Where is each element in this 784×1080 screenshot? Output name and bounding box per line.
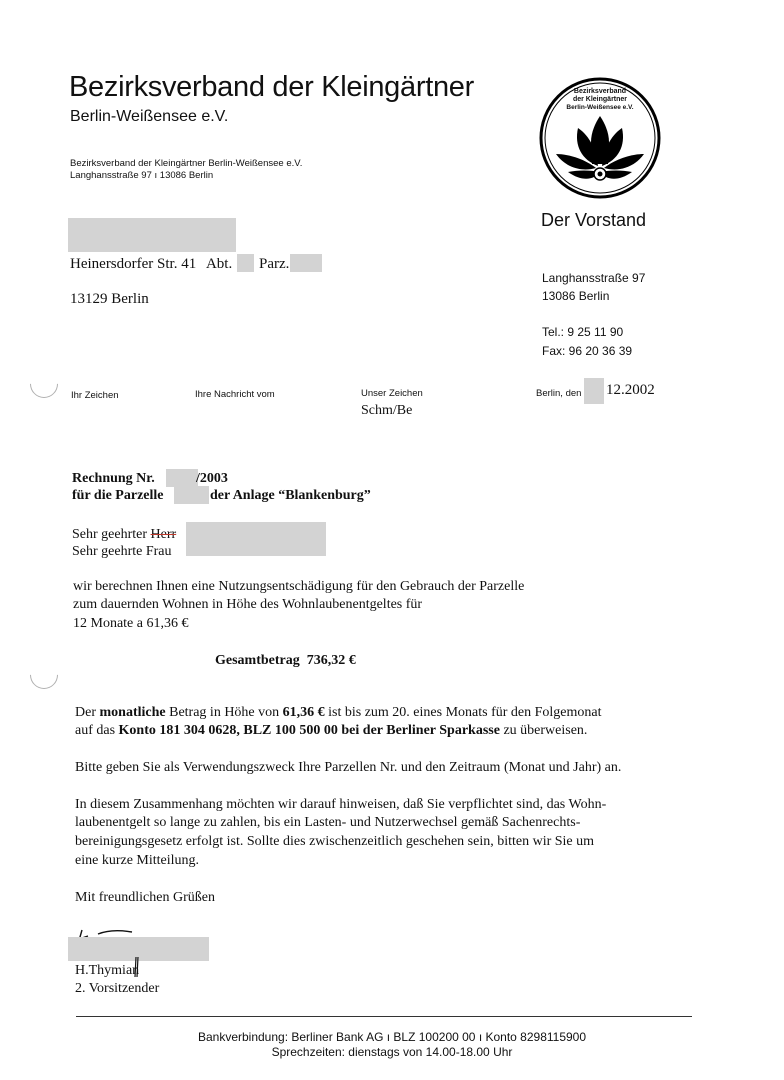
body-p4-line-1: In diesem Zusammenhang möchten wir darauf hinweisen, daß Sie verpflichtet sind, das Wohn- — [75, 797, 607, 812]
punch-hole-mark — [24, 364, 64, 404]
logo-text-line-2: der Kleingärtner — [572, 96, 628, 103]
recipient-street-text: Heinersdorfer Str. 41 — [70, 256, 197, 272]
body-p2-due: ist bis zum 20. eines Monats für den Folgemonat — [324, 705, 602, 720]
recipient-city: 13129 Berlin — [70, 291, 149, 307]
body-p1-line-1: wir berechnen Ihnen eine Nutzungsentschädigung für den Gebrauch der Parzelle — [73, 579, 525, 594]
logo-text-line-1: Bezirksverband — [573, 88, 627, 95]
unser-zeichen-label: Unser Zeichen — [361, 388, 423, 399]
association-logo — [538, 76, 662, 200]
body-p2-account: Konto 181 304 0628, BLZ 100 500 00 bei der Berliner Sparkasse — [118, 723, 500, 738]
total-amount: Gesamtbetrag 736,32 € — [215, 653, 356, 668]
body-p1-line-2: zum dauernden Wohnen in Höhe des Wohnlaubenentgeltes für — [73, 597, 423, 612]
body-p2-amount: 61,36 € — [282, 705, 325, 720]
invoice-number-label: Rechnung Nr. — [72, 471, 155, 486]
invoice-number-year: /2003 — [196, 471, 228, 486]
board-fax: Fax: 96 20 36 39 — [542, 344, 633, 358]
body-p4-line-4: eine kurze Mitteilung. — [75, 853, 200, 868]
org-name: Bezirksverband der Kleingärtner — [69, 71, 474, 103]
parcel-line-anlage: der Anlage “Blankenburg” — [210, 488, 371, 503]
signatory-name: H.Thymian — [75, 963, 140, 978]
board-city: 13086 Berlin — [542, 289, 610, 303]
org-subtitle: Berlin-Weißensee e.V. — [70, 108, 229, 125]
salutation-line-1 — [72, 527, 176, 543]
body-p1-line-3: 12 Monate a 61,36 € — [73, 616, 189, 631]
unser-zeichen-value: Schm/Be — [361, 403, 413, 418]
body-p2-ueberweisen: zu überweisen. — [499, 723, 588, 738]
redacted-salutation-name — [186, 522, 326, 556]
footer-bank: Bankverbindung: Berliner Bank AG ı BLZ 100200 00 ı Konto 8298115900 — [197, 1030, 587, 1044]
signatory-role: 2. Vorsitzender — [75, 981, 160, 996]
board-tel: Tel.: 9 25 11 90 — [542, 325, 624, 339]
recipient-parz-label: Parz. — [259, 256, 290, 272]
ihr-zeichen-label: Ihr Zeichen — [71, 390, 119, 401]
sender-line-1: Bezirksverband der Kleingärtner Berlin-Weißensee e.V. — [70, 158, 303, 169]
redacted-parz-number — [290, 254, 322, 272]
redacted-parcel-number — [174, 486, 209, 504]
body-p2-monatliche: monatliche — [99, 705, 166, 720]
invoice-number-line — [72, 471, 155, 487]
date-value: 12.2002 — [606, 382, 655, 398]
redacted-recipient-name — [68, 218, 236, 252]
closing-greeting: Mit freundlichen Grüßen — [75, 890, 215, 905]
body-p2-line-2 — [75, 723, 587, 739]
ihre-nachricht-label: Ihre Nachricht vom — [195, 389, 275, 400]
body-p3: Bitte geben Sie als Verwendungszweck Ihre Parzellen Nr. und den Zeitraum (Monat und Jahr) an. — [75, 760, 622, 775]
body-p2-betrag: Betrag in Höhe von — [165, 705, 283, 720]
sender-line-2: Langhansstraße 97 ı 13086 Berlin — [70, 170, 214, 181]
recipient-street — [70, 256, 232, 273]
body-p4-line-3: bereinigungsgesetz erfolgt ist. Sollte dies zwischenzeitlich geschehen sein, bitten wir Sie um — [75, 834, 595, 849]
parcel-line-label: für die Parzelle — [72, 488, 164, 503]
logo-text-line-3: Berlin-Weißensee e.V. — [566, 104, 634, 111]
redacted-invoice-number — [166, 469, 198, 487]
footer-divider — [76, 1016, 692, 1017]
board-title: Der Vorstand — [541, 210, 647, 230]
signature-stroke — [130, 955, 142, 979]
footer-hours: Sprechzeiten: dienstags von 14.00-18.00 Uhr — [271, 1045, 513, 1059]
redacted-abt-number — [237, 254, 254, 272]
salutation-herr-prefix: Sehr geehrter — [72, 527, 151, 542]
punch-hole-mark — [24, 655, 64, 695]
body-p2-der: Der — [75, 705, 100, 720]
date-label: Berlin, den — [536, 388, 582, 399]
redacted-date-day — [584, 378, 604, 404]
recipient-abt-label: Abt. — [205, 256, 233, 272]
body-p2-line-1 — [75, 705, 602, 721]
salutation-line-2: Sehr geehrte Frau — [72, 544, 172, 559]
body-p4-line-2: laubenentgelt so lange zu zahlen, bis ein Lasten- und Nutzerwechsel gemäß Sachenrechts- — [75, 815, 581, 830]
salutation-struck-herr: Herr — [150, 527, 177, 542]
body-p2-auf-das: auf das — [75, 723, 119, 738]
board-street: Langhansstraße 97 — [542, 271, 646, 285]
